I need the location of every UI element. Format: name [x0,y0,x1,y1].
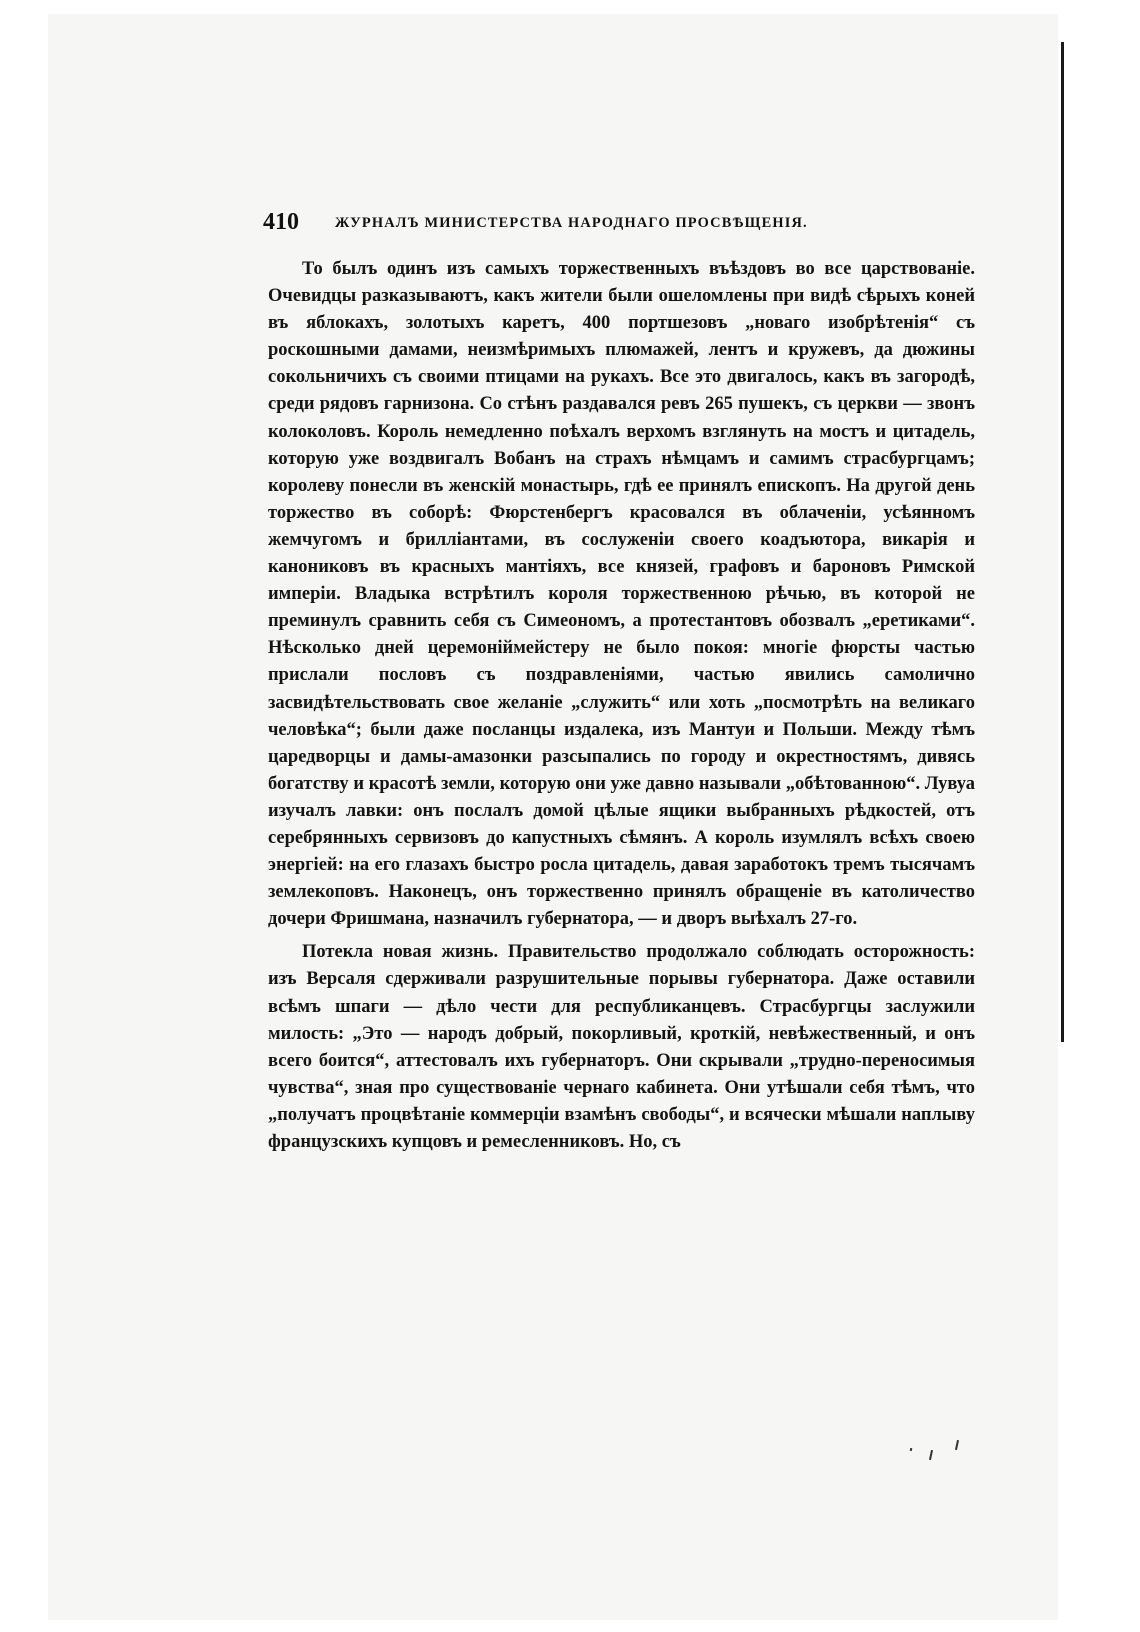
page-number: 410 [263,209,299,235]
scan-speck [955,1440,959,1450]
body-text [268,256,975,1156]
running-head [263,209,903,239]
paragraph-1: То былъ одинъ изъ самыхъ торжественныхъ въѣздовъ во все царствованіе. Очевидцы разказываютъ, какъ жители были ошеломлены при видѣ сѣрыхъ коней въ яблокахъ, золотыхъ каретъ, 400 портшезовъ „новаго изобрѣтенія“ съ роскошными дамами, неизмѣримыхъ плюмажей, лентъ и кружевъ, да дюжины сокольничихъ съ своими птицами на рукахъ. Все это двигалось, какъ въ загородѣ, среди рядовъ гарнизона. Со стѣнъ раздавался ревъ 265 пушекъ, съ церкви — звонъ колоколовъ. Король немедленно поѣхалъ верхомъ взглянуть на мостъ и цитадель, которую уже воздвигалъ Вобанъ на страхъ нѣмцамъ и самимъ страсбургцамъ; королеву понесли въ женскій монастырь, гдѣ ее принялъ епископъ. На другой день торжество въ соборѣ: Фюрстенбергъ красовался въ облаченіи, усѣянномъ жемчугомъ и брилліантами, въ сослуженіи своего коадъютора, викарія и канониковъ въ красныхъ мантіяхъ, все князей, графовъ и бароновъ Римской имперіи. Владыка встрѣтилъ короля торжественною рѣчью, въ которой не преминулъ сравнить себя съ Симеономъ, а протестантовъ обозвалъ „еретиками“. Нѣсколько дней церемоніймейстеру не было покоя: многіе фюрсты частью прислали пословъ съ поздравленіями, частью явились самолично засвидѣтельствовать свое желаніе „служить“ или хоть „посмотрѣть на великаго человѣка“; были даже посланцы издалека, изъ Мантуи и Польши. Между тѣмъ царедворцы и дамы-амазонки разсыпались по городу и окрестностямъ, дивясь богатству и красотѣ земли, которую они уже давно называли „обѣтованною“. Лувуа изучалъ лавки: онъ послалъ домой цѣлые ящики выбранныхъ рѣдкостей, отъ серебрянныхъ сервизовъ до капустныхъ сѣмянъ. А король изумлялъ всѣхъ своею энергіей: на его глазахъ быстро росла цитадель, давая заработокъ тремъ тысячамъ землекоповъ. Наконецъ, онъ торжественно принялъ обращеніе въ католичество дочери Фришмана, назначилъ губернатора, — и дворъ выѣхалъ 27-го. [268,259,975,930]
page-binding-edge [1061,42,1064,1042]
scan-speck [929,1450,933,1460]
scan-speck [910,1448,913,1451]
journal-title: ЖУРНАЛЪ МИНИСТЕРСТВА НАРОДНАГО ПРОСВѢЩЕНІЯ. [335,215,808,231]
paragraph-2: Потекла новая жизнь. Правительство продолжало соблюдать осторожность: изъ Версаля сдерживали разрушительные порывы губернатора. Даже оставили всѣмъ шпаги — дѣло чести для республиканцевъ. Страсбургцы заслужили милость: „Это — народъ добрый, покорливый, кроткій, невѣжественный, и онъ всего боится“, аттестовалъ ихъ губернаторъ. Они скрывали „трудно-переносимыя чувства“, зная про существованіе чернаго кабинета. Они утѣшали себя тѣмъ, что „получатъ процвѣтаніе коммерціи взамѣнъ свободы“, и всячески мѣшали наплыву французскихъ купцовъ и ремесленниковъ. Но, съ [268,942,975,1152]
scan-specks [900,1428,980,1468]
